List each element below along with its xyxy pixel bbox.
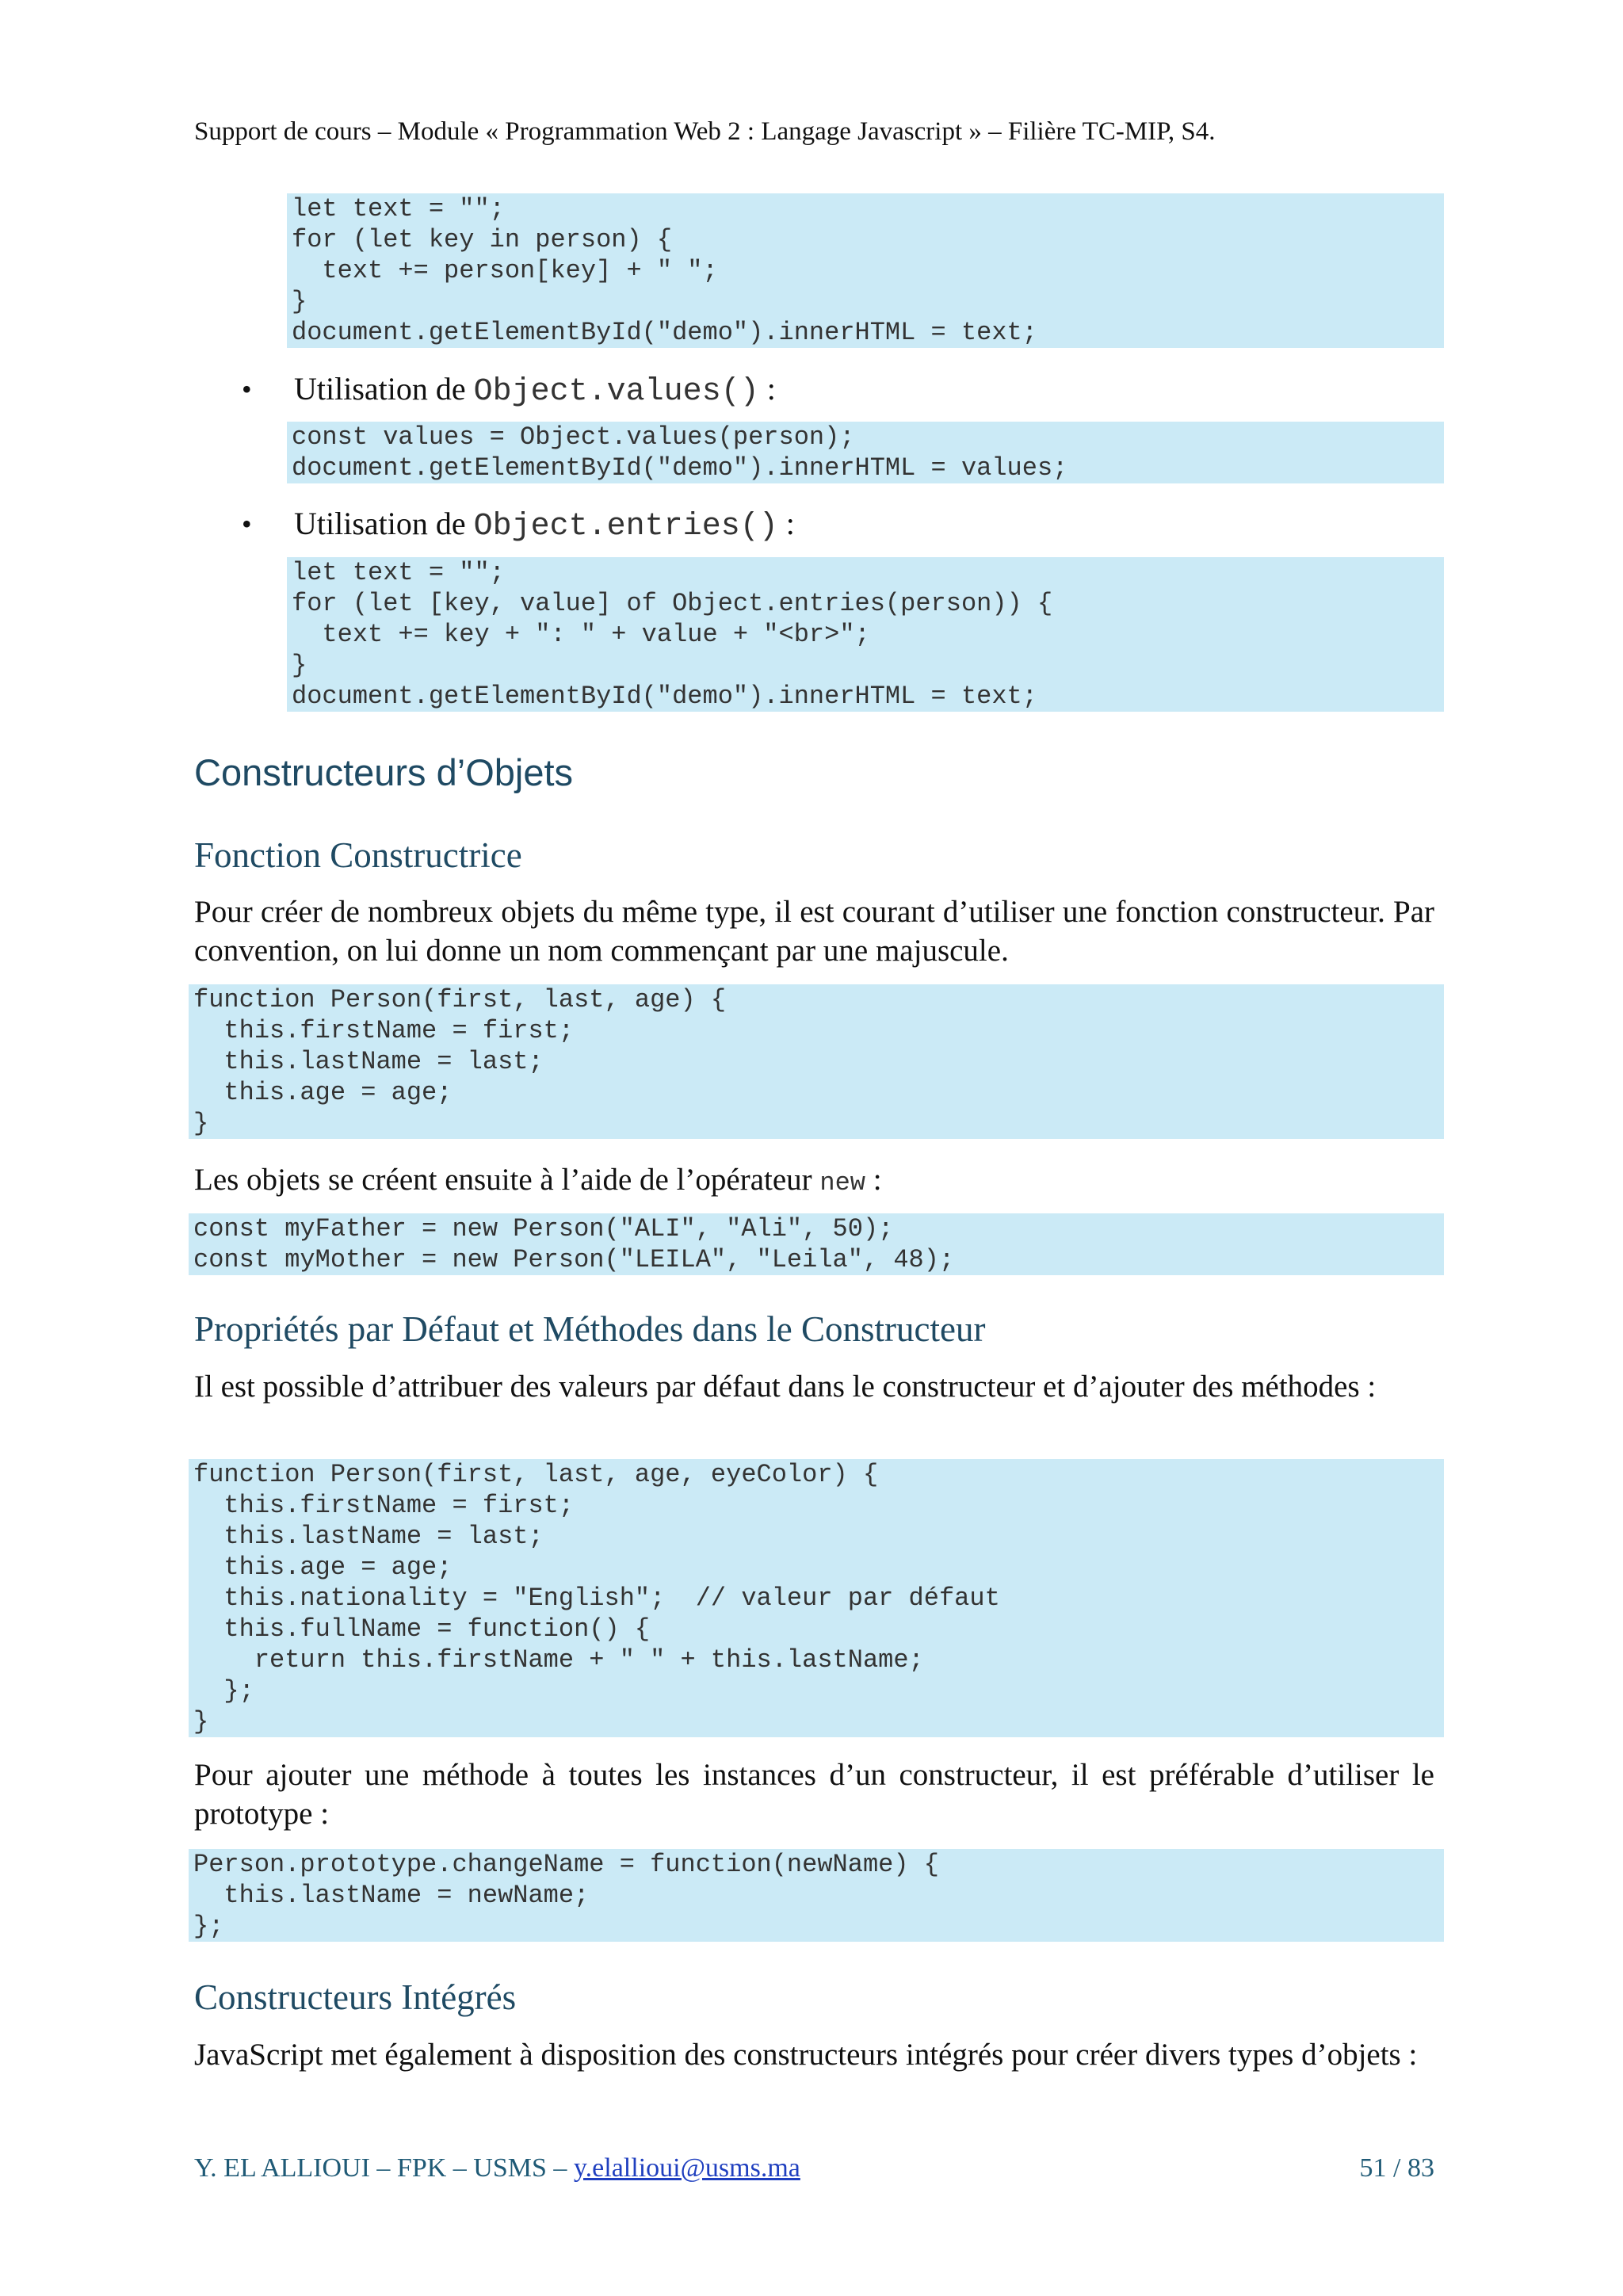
code-block-constructor: function Person(first, last, age) { this.firstName = first; this.lastName = last; this.age = age; } — [189, 984, 1444, 1139]
bullet-text: Utilisation de Object.entries() : — [294, 506, 795, 544]
bullet-dot-icon: • — [242, 508, 252, 540]
code-block-values: const values = Object.values(person); document.getElementById("demo").innerHTML = values; — [287, 422, 1444, 483]
code-block-for-in: let text = ""; for (let key in person) { text += person[key] + " "; } document.getElementById("demo").innerHTML = text; — [287, 193, 1444, 348]
inline-code-new: new — [819, 1168, 865, 1198]
heading-fonction-constructrice: Fonction Constructrice — [194, 835, 522, 875]
code-block-new-instances: const myFather = new Person("ALI", "Ali", 50); const myMother = new Person("LEILA", "Leila", 48); — [189, 1213, 1444, 1275]
heading-constructeurs-integres: Constructeurs Intégrés — [194, 1977, 517, 2017]
code-block-constructor-methods: function Person(first, last, age, eyeColor) { this.firstName = first; this.lastName = last; this.age = age; this.nationality = "English"; // valeur par défaut this.fullName = function() { return this.firstName + " " + this.lastName; }; } — [189, 1459, 1444, 1737]
footer-author: Y. EL ALLIOUI – FPK – USMS – — [194, 2153, 574, 2183]
page-footer — [194, 2151, 1434, 2186]
paragraph-prototype-intro: Pour ajouter une méthode à toutes les instances d’un constructeur, il est préférable d’utiliser le prototype : — [194, 1758, 1434, 1831]
code-block-entries: let text = ""; for (let [key, value] of Object.entries(person)) { text += key + ": " + value + "<br>"; } document.getElementById("demo").innerHTML = text; — [287, 557, 1444, 712]
footer-email-link[interactable]: y.elallioui@usms.ma — [573, 2153, 800, 2183]
paragraph-new-intro: Les objets se créent ensuite à l’aide de l’opérateur new : — [194, 1163, 882, 1198]
page-header: Support de cours – Module « Programmation Web 2 : Langage Javascript » – Filière TC-MIP, S4. — [194, 117, 1216, 146]
paragraph-defaults-intro: Il est possible d’attribuer des valeurs par défaut dans le constructeur et d’ajouter des méthodes : — [194, 1370, 1377, 1404]
bullet-text: Utilisation de Object.values() : — [294, 371, 776, 410]
paragraph-constructor-intro: Pour créer de nombreux objets du même type, il est courant d’utiliser une fonction constructeur. Par convention, on lui donne un nom commençant par une majuscule. — [194, 895, 1434, 968]
code-block-prototype: Person.prototype.changeName = function(newName) { this.lastName = newName; }; — [189, 1849, 1444, 1942]
bullet-dot-icon: • — [242, 373, 252, 405]
page-number: 51 / 83 — [1359, 2153, 1434, 2183]
heading-constructeurs-objets: Constructeurs d’Objets — [194, 751, 574, 793]
paragraph-builtin-intro: JavaScript met également à disposition des constructeurs intégrés pour créer divers types d’objets : — [194, 2038, 1418, 2072]
heading-defaults-methods: Propriétés par Défaut et Méthodes dans le Constructeur — [194, 1309, 986, 1349]
